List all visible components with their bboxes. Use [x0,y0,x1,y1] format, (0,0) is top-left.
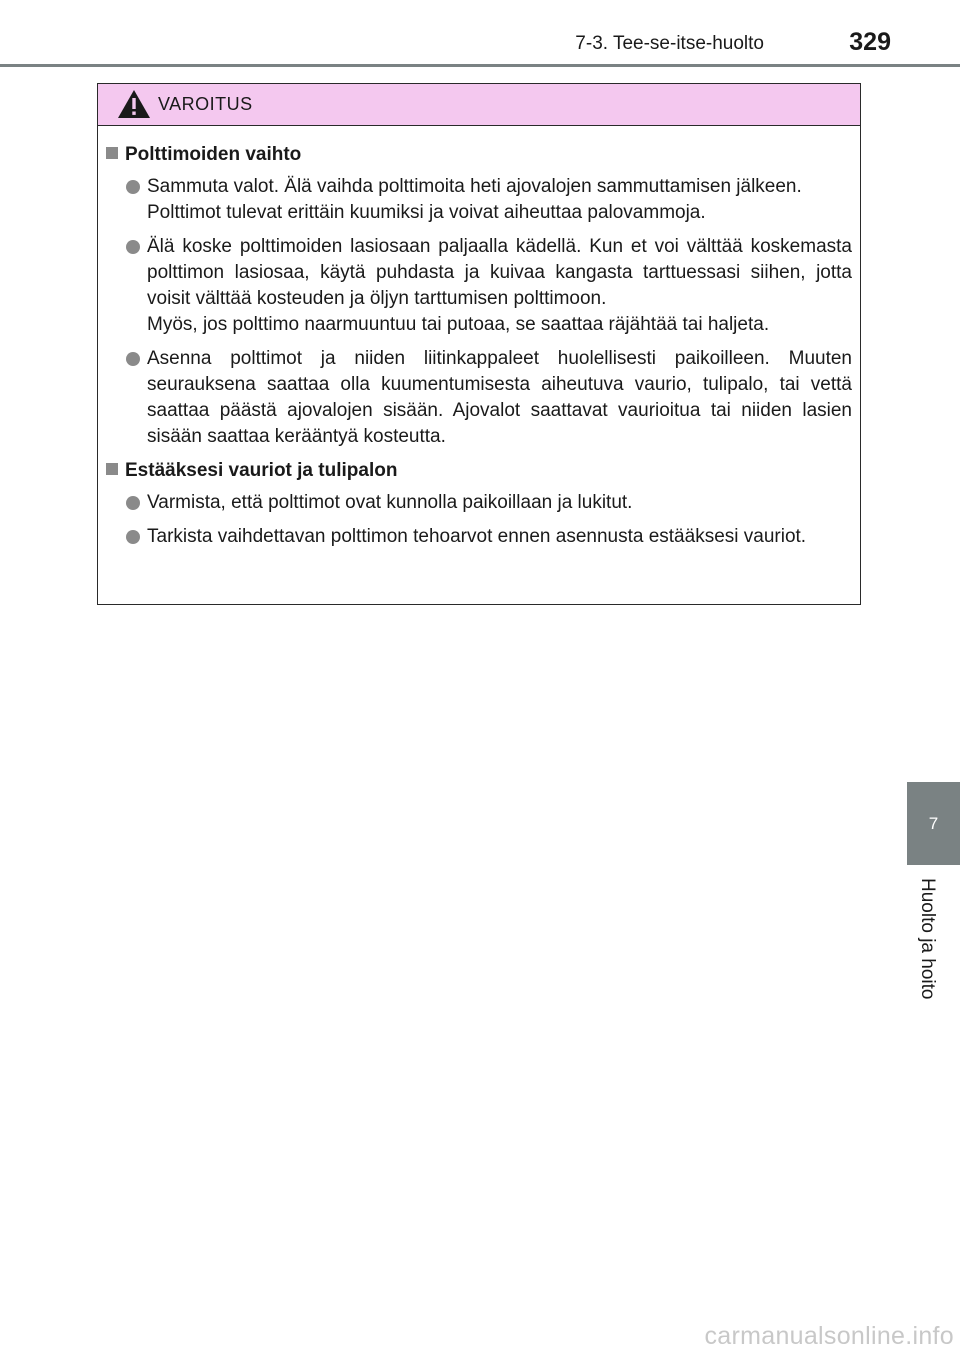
list-item [106,346,852,450]
chapter-tab [907,782,960,865]
subheading-prevent-damage [106,458,852,484]
header-rule [0,64,960,67]
round-bullet-icon [126,352,140,366]
round-bullet-icon [126,530,140,544]
subheading-text: Estääksesi vauriot ja tulipalon [125,460,398,481]
warning-body [98,126,860,550]
chapter-label: Huolto ja hoito [917,878,938,1000]
item-text: Myös, jos polttimo naarmuuntuu tai putoaa, se saattaa räjähtää tai haljeta. [147,314,770,335]
list-item [106,234,852,338]
item-text: Sammuta valot. Älä vaihda polttimoita heti ajovalojen sammuttamisen jälkeen. [147,176,802,197]
item-text: Asenna polttimot ja niiden liitinkappaleet huolellisesti paikoilleen. Muuten seurauksena saattaa olla kuumentumisesta aiheutuva vaurio, tulipalo, tai vettä saattaa päästä ajovalojen sisään. Ajovalot saattavat vaurioitua tai niiden lasien sisään saattaa kerääntyä kosteutta. [147,348,852,447]
round-bullet-icon [126,496,140,510]
square-bullet-icon [106,463,118,475]
item-text: Polttimot tulevat erittäin kuumiksi ja voivat aiheuttaa palovammoja. [147,202,706,223]
subheading-bulb-replacement [106,142,852,168]
list-item [106,490,852,516]
round-bullet-icon [126,240,140,254]
list-item [106,174,852,226]
warning-title: VAROITUS [158,94,253,114]
subheading-text: Polttimoiden vaihto [125,144,302,165]
square-bullet-icon [106,147,118,159]
page-number: 329 [849,28,891,56]
warning-triangle-icon [117,89,151,119]
item-text: Tarkista vaihdettavan polttimon tehoarvot ennen asennusta estääksesi vauriot. [147,526,807,547]
watermark: carmanualsonline.info [704,1322,954,1350]
page-header [0,0,960,66]
chapter-number: 7 [928,813,939,833]
list-item [106,524,852,550]
round-bullet-icon [126,180,140,194]
warning-box [97,83,861,605]
warning-header [98,84,860,126]
section-title: 7-3. Tee-se-itse-huolto [575,33,764,54]
item-text: Varmista, että polttimot ovat kunnolla paikoillaan ja lukitut. [147,492,633,513]
item-text: Älä koske polttimoiden lasiosaan paljaalla kädellä. Kun et voi välttää koskemasta polttimon lasiosaa, käytä puhdasta ja kuivaa kangasta tarttuessasi siihen, jotta voisit välttää kosteuden ja öljyn tarttumisen polttimoon. [147,236,852,309]
